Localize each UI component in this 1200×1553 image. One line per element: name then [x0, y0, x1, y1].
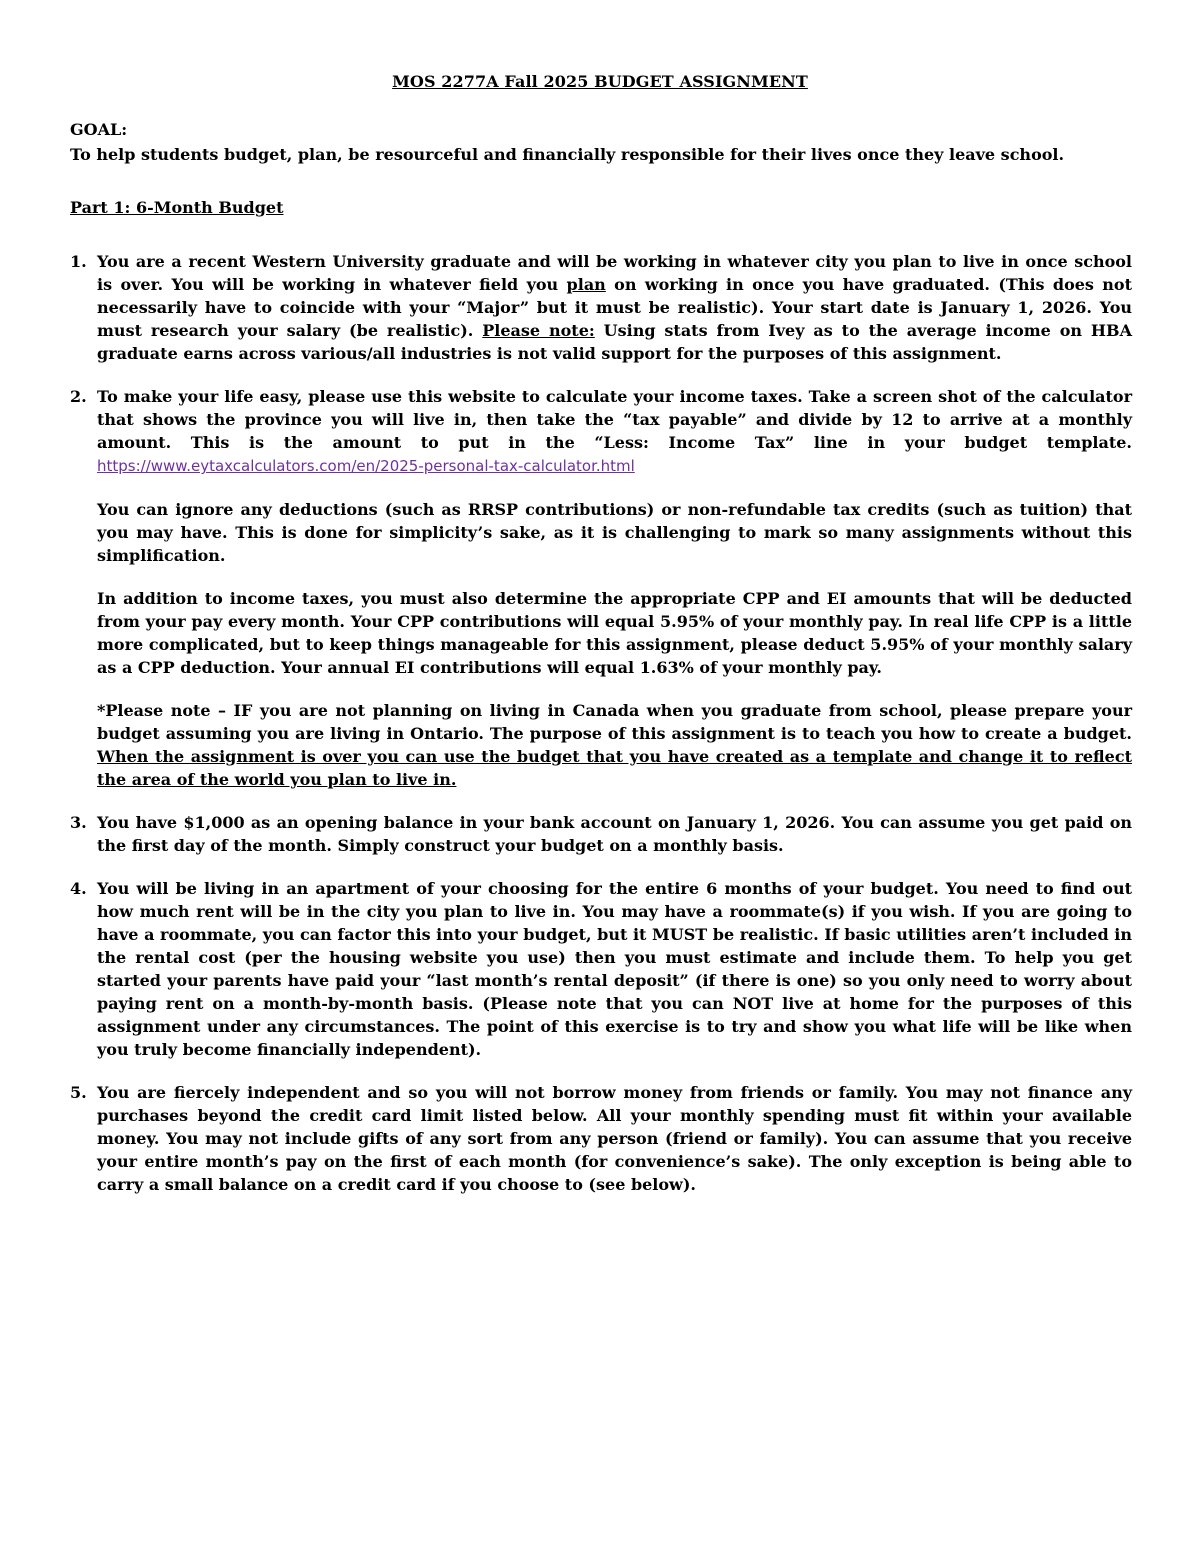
list-item-number: 1.	[70, 252, 87, 271]
please-note-label: Please note:	[482, 321, 595, 340]
list-item-body	[97, 877, 1132, 1061]
paragraph: You have $1,000 as an opening balance in your bank account on January 1, 2026. You can assume you get paid on the first day of the month. Simply construct your budget on a monthly basis.	[97, 813, 1132, 855]
list-item-body	[97, 385, 1132, 791]
tax-calculator-link[interactable]: https://www.eytaxcalculators.com/en/2025-personal-tax-calculator.html	[97, 457, 635, 475]
list-item-number: 4.	[70, 879, 87, 898]
list-item-body	[97, 811, 1132, 857]
list-item-number: 2.	[70, 387, 87, 406]
underlined-word: plan	[566, 275, 606, 294]
underlined-sentence: When the assignment is over you can use the budget that you have created as a template and change it to reflect the area of the world you plan to live in.	[97, 747, 1132, 789]
goal-text: To help students budget, plan, be resourceful and financially responsible for their lives once they leave school.	[70, 145, 1065, 164]
instructions-list	[70, 250, 1132, 1216]
list-item-2	[70, 385, 1132, 791]
list-item-4	[70, 877, 1132, 1061]
list-item-number: 5.	[70, 1083, 87, 1102]
text-run: on working in once you have graduated. (This does not necessarily have to coincide with your “Major” but it must be realistic). Your start date is January 1, 2026. You must research your salary (be realistic).	[97, 275, 1132, 340]
paragraph: In addition to income taxes, you must also determine the appropriate CPP and EI amounts that will be deducted from your pay every month. Your CPP contributions will equal 5.95% of your monthly pay. In real life CPP is a little more complicated, but to keep things manageable for this assignment, please deduct 5.95% of your monthly salary as a CPP deduction. Your annual EI contributions will equal 1.63% of your monthly pay.	[97, 589, 1132, 677]
text-run: You are a recent Western University graduate and will be working in whatever city you plan to live in once school is over. You will be working in whatever field you	[97, 252, 1132, 294]
document-title: MOS 2277A Fall 2025 BUDGET ASSIGNMENT	[392, 72, 808, 91]
paragraph	[97, 385, 1132, 478]
paragraph	[97, 250, 1132, 365]
paragraph: You can ignore any deductions (such as RRSP contributions) or non-refundable tax credits (such as tuition) that you may have. This is done for simplicity’s sake, as it is challenging to mark so many assignments without this simplification.	[97, 500, 1132, 565]
paragraph: You are fiercely independent and so you will not borrow money from friends or family. You may not finance any purchases beyond the credit card limit listed below. All your monthly spending must fit within your available money. You may not include gifts of any sort from any person (friend or family). You can assume that you receive your entire month’s pay on the first of each month (for convenience’s sake). The only exception is being able to carry a small balance on a credit card if you choose to (see below).	[97, 1083, 1132, 1194]
text-run: *Please note – IF you are not planning on living in Canada when you graduate from school, please prepare your budget assuming you are living in Ontario. The purpose of this assignment is to teach you how to create a budget.	[97, 701, 1132, 743]
goal-heading: GOAL:	[70, 120, 128, 139]
text-run: To make your life easy, please use this website to calculate your income taxes. Take a screen shot of the calculator that shows the province you will live in, then take the “tax payable” and divide by 12 to arrive at a monthly amount. This is the amount to put in the “Less: Income Tax” line in your budget template.	[97, 387, 1132, 452]
text-run: Using stats from Ivey as to the average income on HBA graduate earns across various/all industries is not valid support for the purposes of this assignment.	[97, 321, 1132, 363]
list-item-number: 3.	[70, 813, 87, 832]
list-item-body	[97, 250, 1132, 365]
part-heading: Part 1: 6-Month Budget	[70, 198, 284, 217]
paragraph: You will be living in an apartment of your choosing for the entire 6 months of your budget. You need to find out how much rent will be in the city you plan to live in. You may have a roommate(s) if you wish. If you are going to have a roommate, you can factor this into your budget, but it MUST be realistic. If basic utilities aren’t included in the rental cost (per the housing website you use) then you must estimate and include them. To help you get started your parents have paid your “last month’s rental deposit” (if there is one) so you only need to worry about paying rent on a month-by-month basis. (Please note that you can NOT live at home for the purposes of this assignment under any circumstances. The point of this exercise is to try and show you what life will be like when you truly become financially independent).	[97, 879, 1132, 1059]
paragraph	[97, 699, 1132, 791]
list-item-5	[70, 1081, 1132, 1196]
list-item-body	[97, 1081, 1132, 1196]
list-item-3	[70, 811, 1132, 857]
list-item-1	[70, 250, 1132, 365]
